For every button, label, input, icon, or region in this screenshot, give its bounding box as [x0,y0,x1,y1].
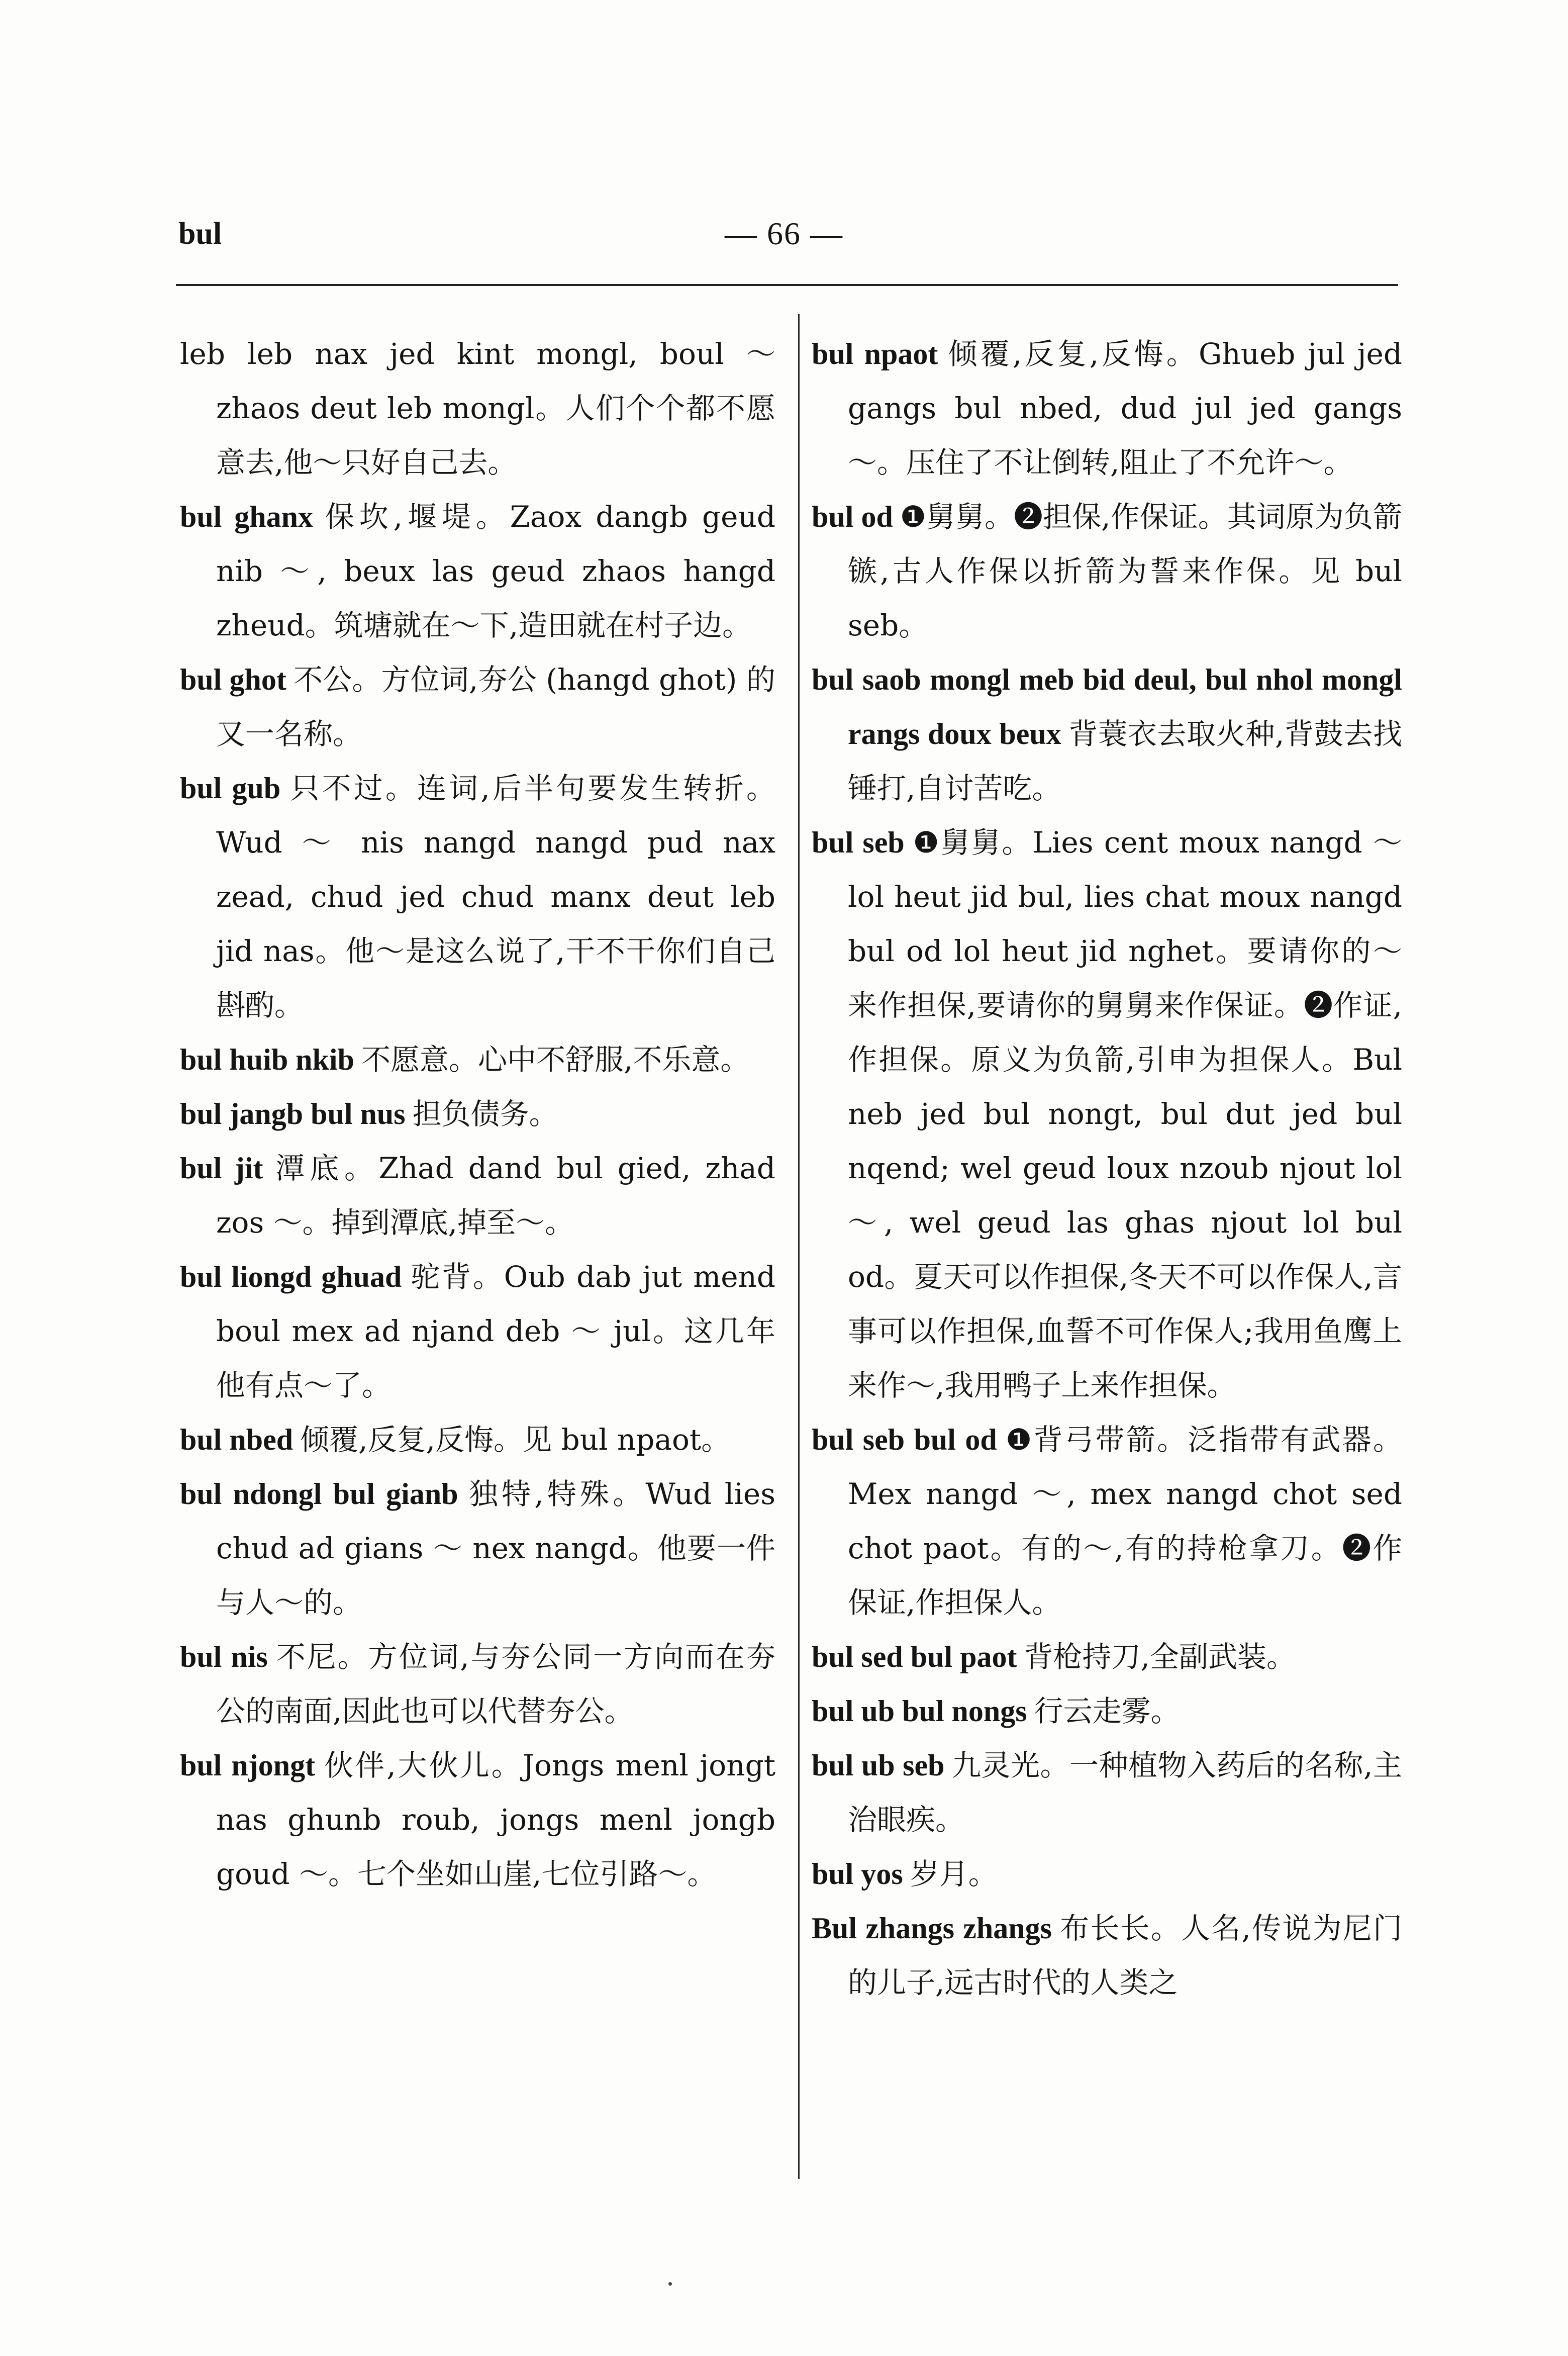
entry-headword: bul jangb bul nus [180,1097,406,1130]
page-number: — 66 — [725,216,843,251]
entry-headword: bul npaot [812,337,938,370]
running-head: bul [178,217,222,251]
dictionary-entry [812,652,1402,815]
entry-definition: 岁月。 [910,1857,998,1891]
entry-definition: 担负债务。 [412,1097,558,1131]
dictionary-entry [180,1738,775,1901]
entry-definition: 只不过。连词,后半句要发生转折。Wud ～ nis nangd nangd pud nax zead, chud jed chud manx deut leb jid nas。他～是这么说了,干不干你们自己斟酌。 [216,771,775,1022]
entry-definition: 布长长。人名,传说为尼门的儿子,远古时代的人类之 [848,1911,1402,2000]
entry-definition: 背蓑衣去取火种,背鼓去找锤打,自讨苦吃。 [848,717,1402,805]
entry-headword: bul njongt [180,1749,316,1782]
entry-definition: 伙伴,大伙儿。Jongs menl jongt nas ghunb roub, jongs menl jongb goud ～。七个坐如山崖,七位引路～。 [216,1748,775,1891]
dictionary-entry [180,1032,775,1087]
scan-speck [668,2282,672,2286]
header-rule [176,284,1398,286]
entry-headword: bul ndongl bul gianb [180,1477,458,1511]
dictionary-entry [812,1738,1402,1847]
entry-definition: 九灵光。一种植物入药后的名称,主治眼疾。 [848,1748,1402,1837]
dictionary-entry [180,490,775,652]
dictionary-entry [180,1467,775,1630]
dictionary-entry [812,327,1402,490]
entry-headword: bul nis [180,1640,268,1673]
entry-definition: leb leb nax jed kint mongl, boul ～ zhaos deut leb mongl。人们个个都不愿意去,他～只好自己去。 [180,337,775,480]
entry-definition: 潭底。Zhad dand bul gied, zhad zos ～。掉到潭底,掉至～。 [216,1151,775,1240]
dictionary-entry [180,761,775,1032]
entry-headword: bul liongd ghuad [180,1260,402,1293]
entry-definition: 驼背。Oub dab jut mend boul mex ad njand deb ～ jul。这几年他有点～了。 [216,1260,775,1402]
entry-headword: bul jit [180,1152,263,1185]
entry-headword: bul ghanx [180,500,314,533]
entry-definition: 倾覆,反复,反悔。Ghueb jul jed gangs bul nbed, dud jul jed gangs ～。压住了不让倒转,阻止了不允许～。 [848,337,1402,480]
dictionary-entry [180,1630,775,1738]
dictionary-entry [812,490,1402,652]
entry-definition: ❶舅舅。Lies cent moux nangd ～ lol heut jid bul, lies chat moux nangd bul od lol heut jid nghet。要请你的～来作担保,要请你的舅舅来作保证。❷作证,作担保。原义为负箭,引申为担保人。Bul neb jed bul nongt, bul dut jed bul nqend; wel geud loux nzoub njout lol ～, wel geud las ghas njout lol bul od。夏天可以作担保,冬天不可以作保人,言事可以作担保,血誓不可作保人;我用鱼鹰上来作～,我用鸭子上来作担保。 [848,825,1402,1402]
entry-headword: bul od [812,500,893,533]
entry-definition: 不公。方位词,夯公 (hangd ghot) 的又一名称。 [216,663,775,751]
dictionary-entry [812,1684,1402,1738]
entry-definition: 不尼。方位词,与夯公同一方向而在夯公的南面,因此也可以代替夯公。 [216,1640,775,1728]
dictionary-entry [812,1847,1402,1901]
column-divider [798,314,800,2179]
entry-definition: 倾覆,反复,反悔。见 bul npaot。 [300,1423,731,1457]
entry-headword: bul ub bul nongs [812,1694,1027,1728]
entry-headword: bul ghot [180,663,286,696]
entry-headword: bul ub seb [812,1749,945,1782]
entry-headword: bul yos [812,1857,903,1891]
entry-headword: bul seb [812,826,905,859]
dictionary-entry [180,1250,775,1412]
entry-headword: bul seb bul od [812,1423,997,1456]
dictionary-entry [180,1141,775,1250]
entry-definition: 背枪持刀,全副武装。 [1024,1640,1296,1674]
dictionary-entry [812,1630,1402,1684]
left-column [180,327,775,2187]
entry-headword: bul sed bul paot [812,1640,1017,1673]
entry-definition: 不愿意。心中不舒服,不乐意。 [361,1043,750,1077]
entry-definition: 独特,特殊。Wud lies chud ad gians ～ nex nangd。他要一件与人～的。 [216,1477,775,1620]
entry-headword: bul gub [180,772,281,805]
dictionary-entry [812,1412,1402,1630]
right-column [812,327,1402,2187]
entry-headword: bul saob mongl meb bid deul, bul nhol mongl rangs doux beux [812,663,1402,750]
dictionary-entry [812,815,1402,1412]
entry-definition: 保坎,堰堤。Zaox dangb geud nib ～, beux las geud zhaos hangd zheud。筑塘就在～下,造田就在村子边。 [216,500,775,642]
dictionary-entry [180,1087,775,1141]
dictionary-entry [180,1412,775,1467]
dictionary-entry [180,327,775,490]
dictionary-entry [812,1901,1402,2010]
entry-definition: 行云走雾。 [1034,1694,1180,1728]
entry-definition: ❶背弓带箭。泛指带有武器。Mex nangd ～, mex nangd chot sed chot paot。有的～,有的持枪拿刀。❷作保证,作担保人。 [848,1423,1402,1620]
dictionary-entry [180,652,775,761]
entry-headword: Bul zhangs zhangs [812,1912,1052,1945]
entry-headword: bul huib nkib [180,1043,354,1076]
entry-definition: ❶舅舅。❷担保,作保证。其词原为负箭镞,古人作保以折箭为誓来作保。见 bul seb。 [848,500,1402,642]
entry-headword: bul nbed [180,1423,293,1456]
